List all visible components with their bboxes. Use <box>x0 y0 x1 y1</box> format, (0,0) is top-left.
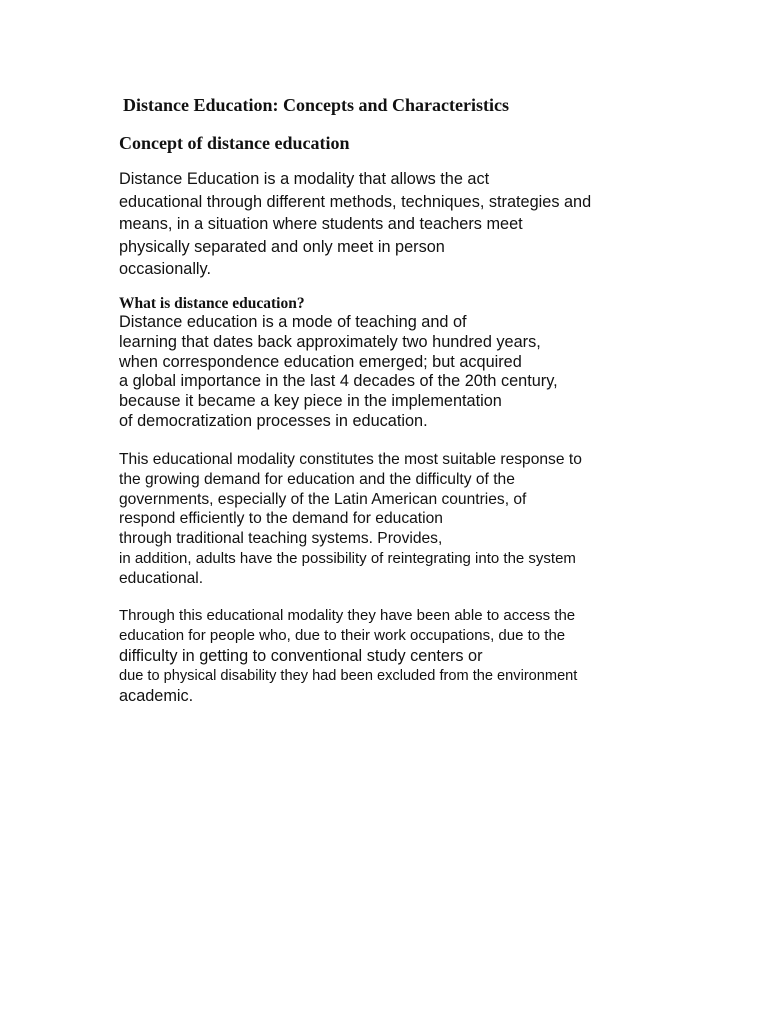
text-line: learning that dates back approximately two hundred years, <box>119 332 541 351</box>
text-line: This educational modality constitutes the most suitable response to <box>119 451 582 468</box>
text-line: academic. <box>119 687 194 705</box>
paragraph-history <box>119 313 558 432</box>
text-line: occasionally. <box>119 260 212 279</box>
paragraph-access <box>119 606 577 706</box>
text-line: educational through different methods, techniques, strategies and <box>119 192 592 211</box>
text-line: educational. <box>119 569 204 587</box>
document-title: Distance Education: Concepts and Characteristics <box>123 95 509 115</box>
text-line: respond efficiently to the demand for education <box>119 510 443 528</box>
paragraph-demand <box>119 450 582 589</box>
paragraph-concept <box>119 168 591 281</box>
text-line: a global importance in the last 4 decades of the 20th century, <box>119 372 558 391</box>
text-line: of democratization processes in education. <box>119 411 428 430</box>
text-line: governments, especially of the Latin American countries, of <box>119 490 527 508</box>
text-line: means, in a situation where students and teachers meet <box>119 215 523 234</box>
text-line: due to physical disability they had been excluded from the environment <box>119 668 578 684</box>
text-line: Through this educational modality they have been able to access the <box>119 607 576 624</box>
text-line: Distance education is a mode of teaching and of <box>119 313 467 331</box>
text-line: education for people who, due to their work occupations, due to the <box>119 627 566 644</box>
text-line: physically separated and only meet in person <box>119 237 445 256</box>
section-heading-concept: Concept of distance education <box>119 133 350 153</box>
text-line: through traditional teaching systems. Provides, <box>119 530 443 548</box>
text-line: the growing demand for education and the difficulty of the <box>119 470 515 488</box>
text-line: difficulty in getting to conventional study centers or <box>119 647 483 665</box>
text-line: in addition, adults have the possibility of reintegrating into the system <box>119 549 576 567</box>
text-line: when correspondence education emerged; but acquired <box>119 352 522 371</box>
text-line: Distance Education is a modality that allows the act <box>119 170 490 188</box>
text-line: because it became a key piece in the implementation <box>119 392 502 411</box>
section-heading-what-is: What is distance education? <box>119 295 305 312</box>
